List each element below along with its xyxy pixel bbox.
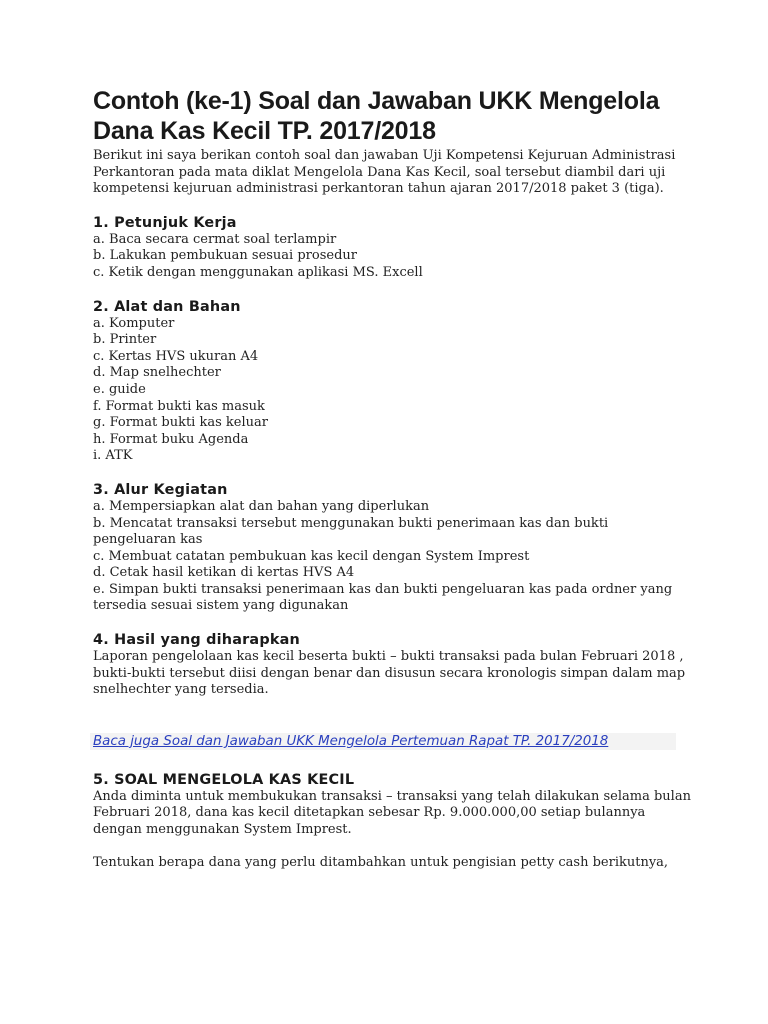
question-paragraph: Tentukan berapa dana yang perlu ditambahkan untuk pengisian petty cash berikutnya,: [93, 854, 669, 870]
list-item: c. Membuat catatan pembukuan kas kecil dengan System Imprest: [93, 548, 530, 564]
list-item: b. Printer: [93, 332, 157, 348]
intro-paragraph: Berikut ini saya berikan contoh soal dan jawaban Uji Kompetensi Kejuruan Administrasi Perkantoran pada mata diklat Mengelola Dana Kas Kecil, soal tersebut diambil dari uji kompetensi kejuruan administrasi perkantoran tahun ajaran 2017/2018 paket 3 (tiga).: [93, 148, 676, 197]
section-heading: 2. Alat dan Bahan: [93, 298, 241, 315]
list-item: e. guide: [93, 381, 146, 397]
section-alat-dan-bahan: [93, 299, 693, 465]
list-item: b. Lakukan pembukuan sesuai prosedur: [93, 248, 357, 264]
related-article-box: [90, 733, 676, 750]
list-item: f. Format bukti kas masuk: [93, 398, 265, 414]
list-item: d. Cetak hasil ketikan di kertas HVS A4: [93, 565, 355, 581]
list-item: e. Simpan bukti transaksi penerimaan kas dan bukti pengeluaran kas pada ordner yang tersedia sesuai sistem yang digunakan: [93, 581, 673, 614]
section-petunjuk-kerja: [93, 215, 693, 282]
list-item: a. Komputer: [93, 315, 175, 331]
section-hasil-yang-diharapkan: [93, 632, 693, 699]
article: [93, 86, 693, 871]
section-alur-kegiatan: [93, 482, 693, 615]
section-soal-kas-kecil: [93, 772, 693, 871]
list-item: a. Baca secara cermat soal terlampir: [93, 231, 337, 247]
section-heading: 1. Petunjuk Kerja: [93, 214, 237, 231]
item-list: [93, 316, 693, 465]
section-heading: 5. SOAL MENGELOLA KAS KECIL: [93, 771, 355, 788]
list-item: i. ATK: [93, 448, 133, 464]
list-item: c. Kertas HVS ukuran A4: [93, 348, 259, 364]
question-paragraph: Anda diminta untuk membukukan transaksi – transaksi yang telah dilakukan selama bulan Februari 2018, dana kas kecil ditetapkan sebesar Rp. 9.000.000,00 setiap bulannya dengan menggunakan System Imprest.: [93, 788, 691, 838]
related-article-link[interactable]: Baca juga Soal dan Jawaban UKK Mengelola Pertemuan Rapat TP. 2017/2018: [93, 733, 609, 749]
list-item: d. Map snelhechter: [93, 365, 221, 381]
list-item: c. Ketik dengan menggunakan aplikasi MS. Excell: [93, 264, 423, 280]
result-paragraph: Laporan pengelolaan kas kecil beserta bukti – bukti transaksi pada bulan Februari 2018 , bukti-bukti tersebut diisi dengan benar dan disusun secara kronologis simpan dalam map snelhechter yang tersedia.: [93, 649, 686, 698]
section-heading: 3. Alur Kegiatan: [93, 481, 228, 498]
item-list: [93, 232, 693, 282]
list-item: h. Format buku Agenda: [93, 431, 249, 447]
list-item: b. Mencatat transaksi tersebut menggunakan bukti penerimaan kas dan bukti pengeluaran kas: [93, 515, 609, 548]
section-heading: 4. Hasil yang diharapkan: [93, 632, 300, 649]
list-item: g. Format bukti kas keluar: [93, 415, 268, 431]
list-item: a. Mempersiapkan alat dan bahan yang diperlukan: [93, 498, 430, 514]
item-list: [93, 499, 693, 615]
page-title: Contoh (ke-1) Soal dan Jawaban UKK Mengelola Dana Kas Kecil TP. 2017/2018: [93, 87, 660, 145]
